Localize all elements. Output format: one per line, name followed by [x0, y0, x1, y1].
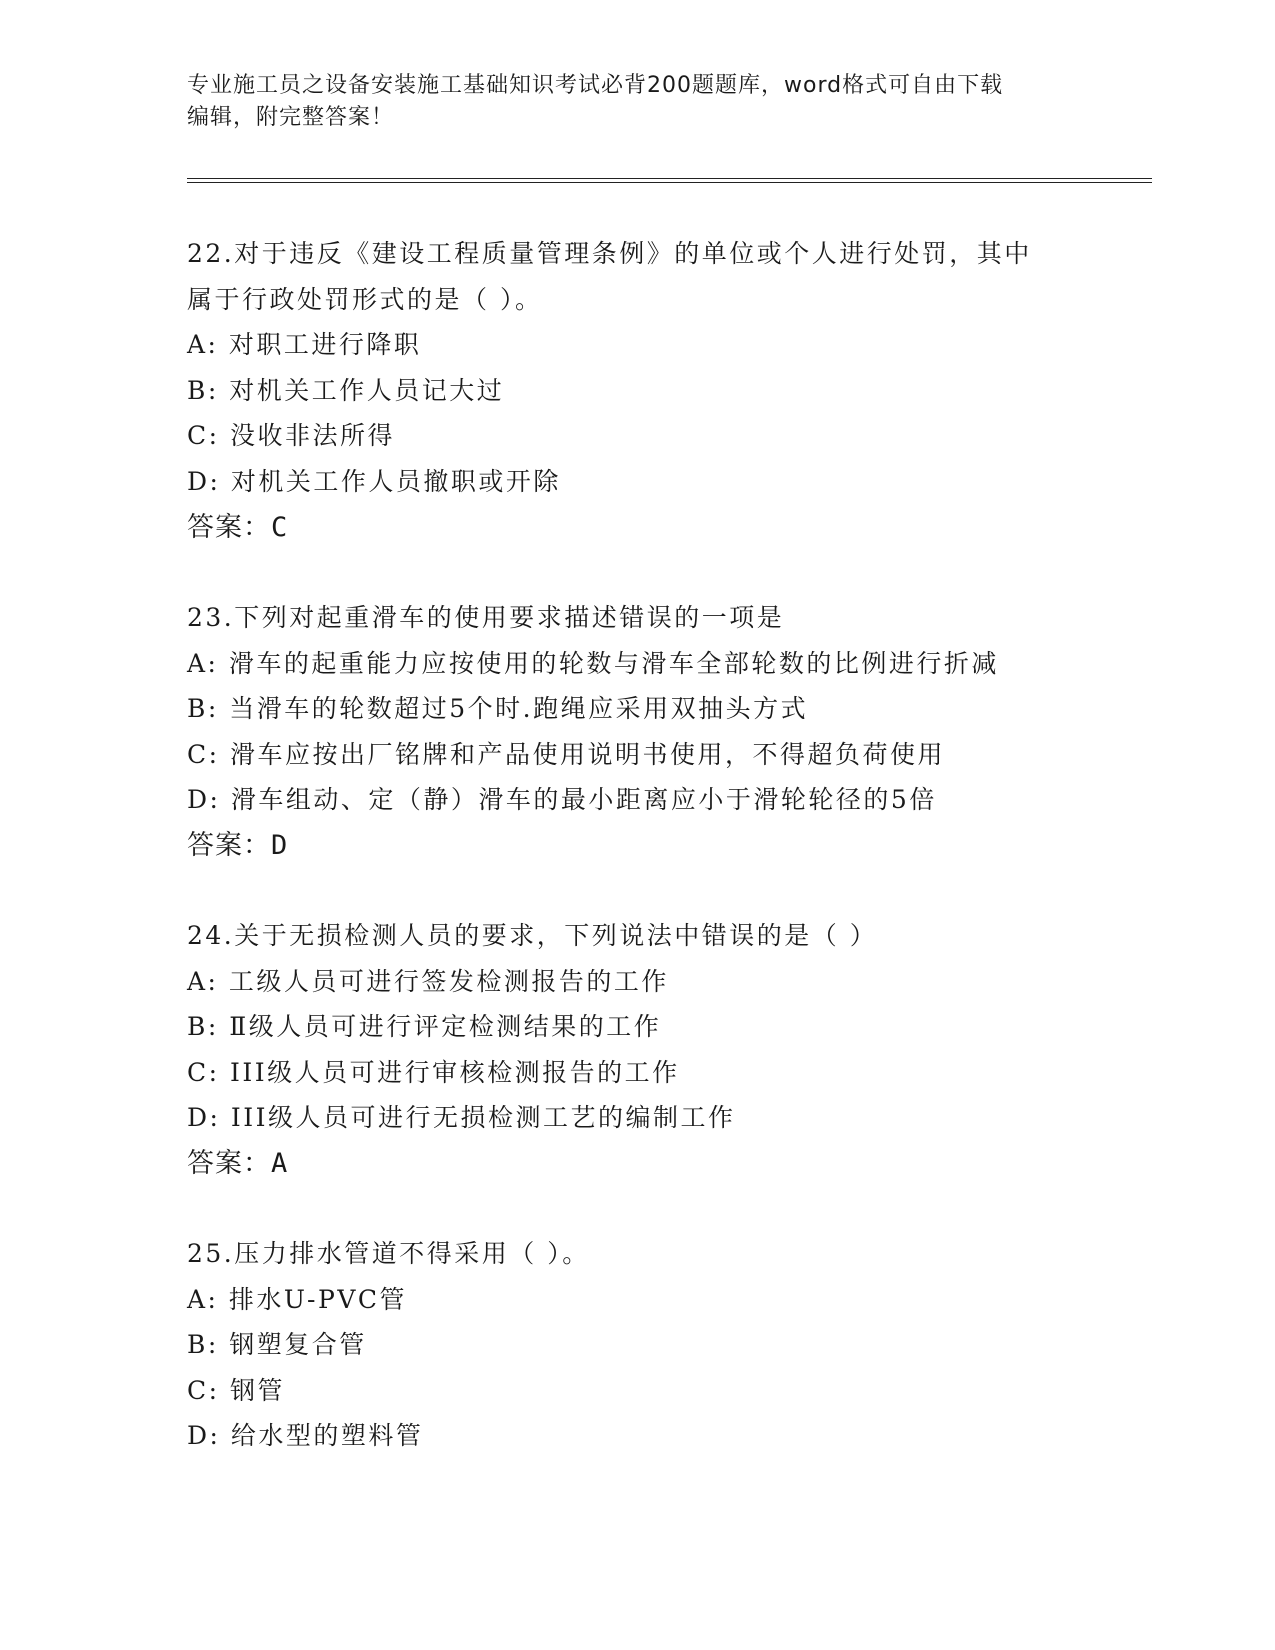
option-b: B: 钢塑复合管: [187, 1330, 367, 1360]
answer-line: [187, 1141, 1087, 1187]
option-c: C: 钢管: [187, 1375, 285, 1405]
question-22: [187, 231, 1087, 550]
answer-label: 答案：: [187, 1147, 271, 1179]
option-d: D: 滑车组动、定（静）滑车的最小距离应小于滑轮轮径的5倍: [187, 785, 937, 815]
option-a: A: 工级人员可进行签发检测报告的工作: [187, 966, 669, 996]
question-stem: 23.下列对起重滑车的使用要求描述错误的一项是: [187, 603, 785, 632]
answer-line: [187, 505, 1087, 551]
question-stem: 24.关于无损检测人员的要求，下列说法中错误的是（ ）: [187, 921, 878, 950]
option-a: A: 对职工进行降职: [187, 330, 422, 360]
option-c: C: 滑车应按出厂铭牌和产品使用说明书使用，不得超负荷使用: [187, 739, 946, 769]
answer-value: D: [271, 829, 289, 861]
question-24: [187, 913, 1087, 1187]
answer-line: [187, 823, 1087, 869]
option-c: C: 没收非法所得: [187, 421, 395, 451]
option-b: B: 对机关工作人员记大过: [187, 375, 505, 405]
question-stem-continued: 属于行政处罚形式的是（ ）。: [187, 284, 543, 314]
option-d: D: 给水型的塑料管: [187, 1421, 424, 1451]
header-divider-bottom: [187, 182, 1152, 183]
question-23: [187, 595, 1087, 869]
answer-label: 答案：: [187, 829, 271, 861]
option-d: D: III级人员可进行无损检测工艺的编制工作: [187, 1103, 736, 1133]
option-a: A: 滑车的起重能力应按使用的轮数与滑车全部轮数的比例进行折减: [187, 648, 999, 678]
option-b: B: 当滑车的轮数超过5个时.跑绳应采用双抽头方式: [187, 694, 809, 724]
option-c: C: III级人员可进行审核检测报告的工作: [187, 1057, 680, 1087]
question-stem: 25.压力排水管道不得采用（ ）。: [187, 1239, 590, 1268]
question-stem: 22.对于违反《建设工程质量管理条例》的单位或个人进行处罚，其中: [187, 239, 1032, 268]
header-line-1: 专业施工员之设备安装施工基础知识考试必背200题题库，word格式可自由下载: [187, 73, 1004, 98]
option-a: A: 排水U-PVC管: [187, 1284, 408, 1314]
answer-value: A: [271, 1147, 289, 1179]
header-divider-top: [187, 178, 1152, 179]
header-line-2: 编辑，附完整答案！: [187, 105, 395, 130]
answer-value: C: [271, 511, 289, 543]
option-b: B: Ⅱ级人员可进行评定检测结果的工作: [187, 1012, 662, 1042]
option-d: D: 对机关工作人员撤职或开除: [187, 466, 561, 496]
document-header: [187, 70, 1067, 134]
answer-label: 答案：: [187, 511, 271, 543]
question-25: [187, 1231, 1087, 1459]
